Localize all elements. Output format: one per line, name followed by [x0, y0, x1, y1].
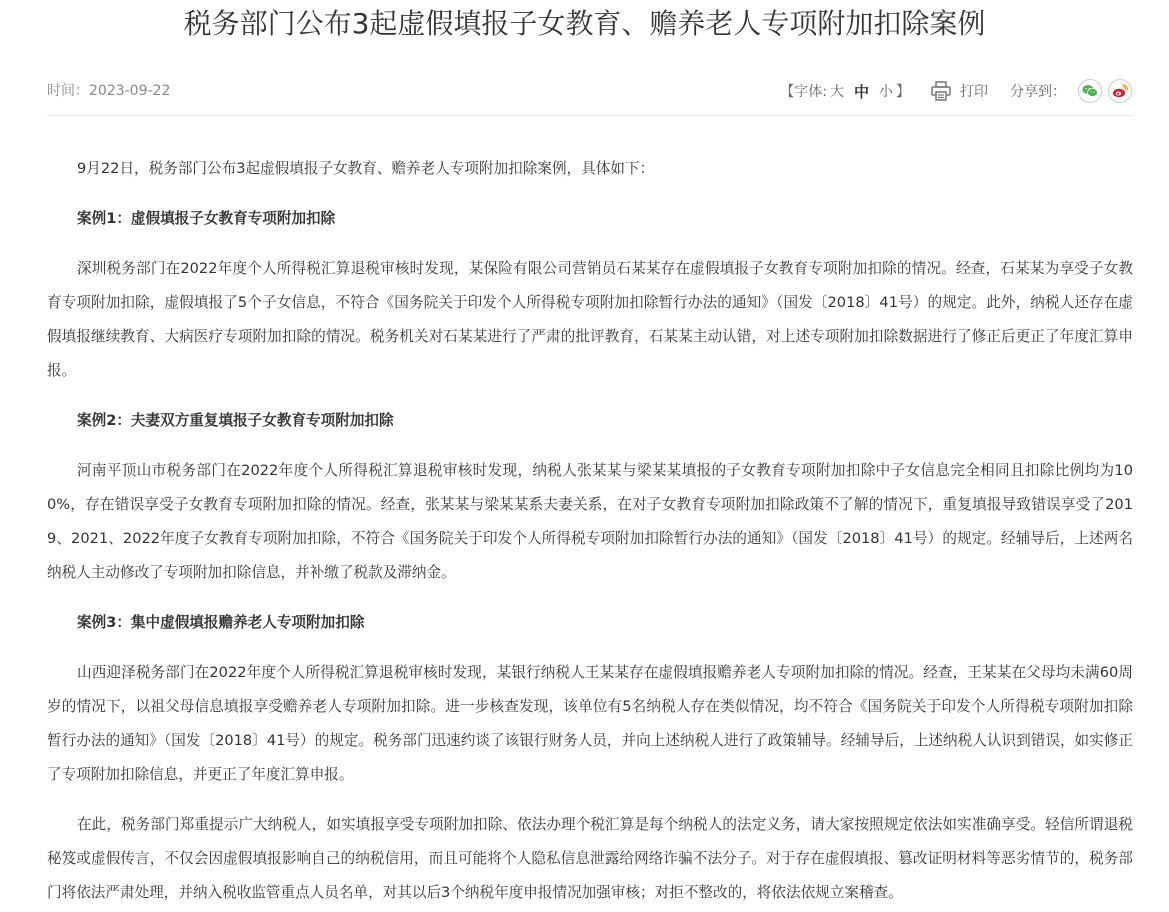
article-tools — [780, 78, 1132, 104]
publish-date: 时间：2023-09-22 — [47, 83, 171, 99]
font-size-switcher — [780, 81, 910, 102]
article-body — [47, 152, 1133, 912]
print-label: 打印 — [960, 84, 988, 100]
case3-paragraph: 山西迎泽税务部门在2022年度个人所得税汇算退税审核时发现，某银行纳税人王某某存在虚假填报赡养老人专项附加扣除的情况。经查，王某某在父母均未满60周岁的情况下，以祖父母信息填报享受赡养老人专项附加扣除。进一步核查发现，该单位有5名纳税人存在类似情况，均不符合《国务院关于印发个人所得税专项附加扣除暂行办法的通知》（国发〔2018〕41号）的规定。税务部门迅速约谈了该银行财务人员，并向上述纳税人进行了政策辅导。经辅导后，上述纳税人认识到错误，如实修正了专项附加扣除信息，并更正了年度汇算申报。 — [47, 664, 1133, 783]
case1-paragraph: 深圳税务部门在2022年度个人所得税汇算退税审核时发现，某保险有限公司营销员石某某存在虚假填报子女教育专项附加扣除的情况。经查，石某某为享受子女教育专项附加扣除，虚假填报了5个子女信息，不符合《国务院关于印发个人所得税专项附加扣除暂行办法的通知》（国发〔2018〕41号）的规定。此外，纳税人还存在虚假填报继续教育、大病医疗专项附加扣除的情况。税务机关对石某某进行了严肃的批评教育，石某某主动认错，对上述专项附加扣除数据进行了修正后更正了年度汇算申报。 — [47, 260, 1133, 379]
case2-paragraph: 河南平顶山市税务部门在2022年度个人所得税汇算退税审核时发现，纳税人张某某与梁某某填报的子女教育专项附加扣除中子女信息完全相同且扣除比例均为100%，存在错误享受子女教育专项附加扣除的情况。经查，张某某与梁某某系夫妻关系，在对子女教育专项附加扣除政策不了解的情况下，重复填报导致错误享受了2019、2021、2022年度子女教育专项附加扣除，不符合《国务院关于印发个人所得税专项附加扣除暂行办法的通知》（国发〔2018〕41号）的规定。经辅导后，上述两名纳税人主动修改了专项附加扣除信息，并补缴了税款及滞纳金。 — [47, 462, 1133, 581]
font-size-small-button[interactable]: 小 — [879, 84, 893, 100]
intro-paragraph: 9月22日，税务部门公布3起虚假填报子女教育、赡养老人专项附加扣除案例，具体如下： — [77, 160, 655, 177]
page-title: 税务部门公布3起虚假填报子女教育、赡养老人专项附加扣除案例 — [183, 7, 986, 40]
font-size-label: 【字体: — [780, 84, 827, 100]
font-size-close: 】 — [896, 84, 910, 100]
case3-heading: 案例3：集中虚假填报赡养老人专项附加扣除 — [77, 614, 365, 631]
closing-paragraph: 在此，税务部门郑重提示广大纳税人，如实填报享受专项附加扣除、依法办理个税汇算是每个纳税人的法定义务，请大家按照规定依法如实准确享受。轻信所谓退税秘笈或虚假传言，不仅会因虚假填报影响自己的纳税信用，而且可能将个人隐私信息泄露给网络诈骗不法分子。对于存在虚假填报、篡改证明材料等恶劣情节的，税务部门将依法严肃处理，并纳入税收监管重点人员名单，对其以后3个纳税年度申报情况加强审核；对拒不整改的，将依法依规立案稽查。 — [47, 816, 1133, 901]
share-label: 分享到： — [1010, 84, 1066, 100]
case2-heading: 案例2：夫妻双方重复填报子女教育专项附加扣除 — [77, 412, 394, 429]
print-button[interactable] — [930, 80, 988, 102]
wechat-icon — [1082, 84, 1098, 98]
font-size-large-button[interactable]: 大 — [829, 84, 844, 100]
printer-icon — [930, 80, 952, 102]
font-size-medium-button[interactable]: 中 — [853, 82, 869, 101]
weibo-icon — [1112, 84, 1128, 98]
case1-heading: 案例1：虚假填报子女教育专项附加扣除 — [77, 210, 336, 227]
share-wechat-button[interactable] — [1078, 79, 1102, 103]
share-weibo-button[interactable] — [1108, 79, 1132, 103]
article-meta-bar — [47, 78, 1132, 116]
